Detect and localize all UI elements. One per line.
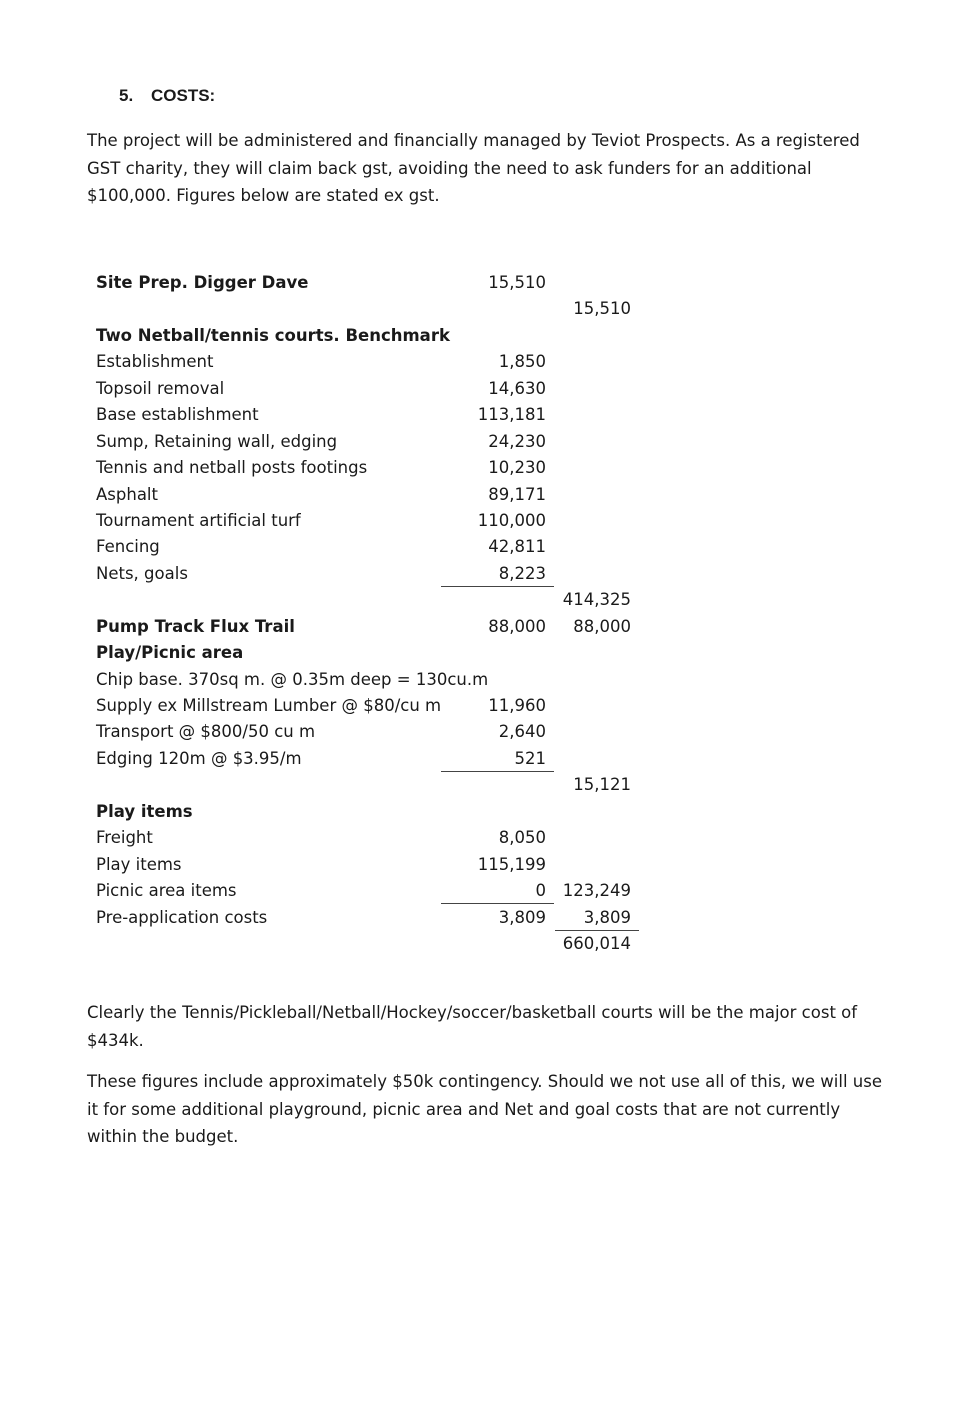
cost-row — [96, 878, 656, 904]
cost-row-amount: 115,199 — [477, 854, 546, 874]
contingency-paragraph: These figures include approximately $50k contingency. Should we not use all of this, we will use it for some additional playground, picnic area and Net and goal costs that are not currently within the budget. — [87, 1072, 882, 1146]
cost-row-amount: 521 — [514, 748, 546, 768]
cost-row-amount: 15,510 — [488, 273, 546, 292]
cost-row-amount: 3,809 — [498, 907, 546, 927]
cost-row-subtotal: 15,510 — [573, 299, 631, 319]
cost-row-label: Fencing — [96, 537, 160, 557]
summary-paragraph: Clearly the Tennis/Pickleball/Netball/Hockey/soccer/basketball courts will be the major cost of $434k. — [87, 1003, 858, 1050]
cost-row-label: Sump, Retaining wall, edging — [96, 431, 338, 451]
cost-row-label: Base establishment — [96, 405, 259, 425]
cost-row-label: Site Prep. Digger Dave — [96, 273, 309, 292]
cost-row — [96, 587, 656, 613]
cost-row — [96, 852, 656, 878]
cost-row — [96, 349, 656, 375]
cost-row-label: Pre-application costs — [96, 907, 268, 927]
cost-row — [96, 270, 656, 296]
cost-row — [96, 799, 656, 825]
cost-row — [96, 323, 656, 349]
cost-row-subtotal: 660,014 — [562, 933, 631, 953]
cost-row-label: Picnic area items — [96, 881, 237, 901]
cost-row-amount: 14,630 — [488, 378, 546, 398]
cost-row — [96, 931, 656, 957]
cost-row — [96, 667, 656, 693]
cost-row-subtotal: 3,809 — [583, 907, 631, 927]
cost-row — [96, 640, 656, 666]
cost-row — [96, 772, 656, 798]
cost-row-label: Two Netball/tennis courts. Benchmark — [96, 325, 450, 345]
cost-row — [96, 402, 656, 428]
cost-row — [96, 561, 656, 587]
cost-row — [96, 614, 656, 640]
cost-row-label: Chip base. 370sq m. @ 0.35m deep = 130cu.m — [96, 669, 489, 689]
cost-row-label: Pump Track Flux Trail — [96, 616, 295, 636]
cost-row-amount: 42,811 — [488, 537, 546, 557]
cost-row-label: Tennis and netball posts footings — [96, 458, 368, 478]
cost-row-subtotal: 88,000 — [573, 616, 631, 636]
cost-row-subtotal: 15,121 — [573, 775, 631, 795]
cost-row-amount: 88,000 — [488, 616, 546, 636]
cost-row — [96, 825, 656, 851]
cost-row-label: Topsoil removal — [96, 378, 225, 398]
cost-table — [96, 270, 656, 957]
cost-row-subtotal: 414,325 — [562, 590, 631, 610]
cost-row-label: Play items — [96, 854, 182, 874]
cost-row-amount: 24,230 — [488, 431, 546, 451]
cost-row-label: Tournament artificial turf — [96, 510, 301, 530]
cost-row — [96, 534, 656, 560]
cost-row-amount: 113,181 — [477, 405, 546, 425]
cost-row — [96, 376, 656, 402]
section-number: 5. — [119, 86, 134, 105]
cost-row-label: Supply ex Millstream Lumber @ $80/cu m — [96, 696, 442, 715]
cost-row — [96, 508, 656, 534]
cost-row-label: Transport @ $800/50 cu m — [96, 722, 316, 742]
cost-row-amount: 10,230 — [488, 458, 546, 478]
cost-row-label: Nets, goals — [96, 563, 188, 583]
cost-row-amount: 11,960 — [488, 696, 546, 715]
cost-row-amount: 8,050 — [498, 828, 546, 848]
cost-row — [96, 746, 656, 772]
cost-row — [96, 905, 656, 931]
cost-row — [96, 482, 656, 508]
cost-row-amount: 1,850 — [498, 352, 546, 372]
cost-row-amount: 110,000 — [477, 510, 546, 530]
section-title: COSTS: — [151, 86, 216, 105]
cost-row-amount: 89,171 — [488, 484, 546, 504]
cost-row-label: Edging 120m @ $3.95/m — [96, 748, 302, 768]
cost-row-label: Play items — [96, 801, 193, 821]
cost-row — [96, 693, 656, 719]
cost-row-label: Play/Picnic area — [96, 643, 244, 663]
intro-paragraph: The project will be administered and financially managed by Teviot Prospects. As a registered GST charity, they will claim back gst, avoiding the need to ask funders for an additional $100,000. Figures below are stated ex gst. — [87, 131, 860, 205]
section-heading — [119, 86, 215, 106]
cost-row — [96, 719, 656, 745]
cost-row-subtotal: 123,249 — [562, 881, 631, 901]
cost-row-amount: 8,223 — [498, 563, 546, 583]
cost-row-amount: 0 — [535, 881, 546, 901]
cost-row — [96, 455, 656, 481]
cost-row-label: Asphalt — [96, 484, 158, 504]
cost-row — [96, 429, 656, 455]
cost-row-label: Freight — [96, 828, 153, 848]
cost-row-label: Establishment — [96, 352, 214, 372]
cost-row-amount: 2,640 — [498, 722, 546, 742]
cost-row — [96, 296, 656, 322]
